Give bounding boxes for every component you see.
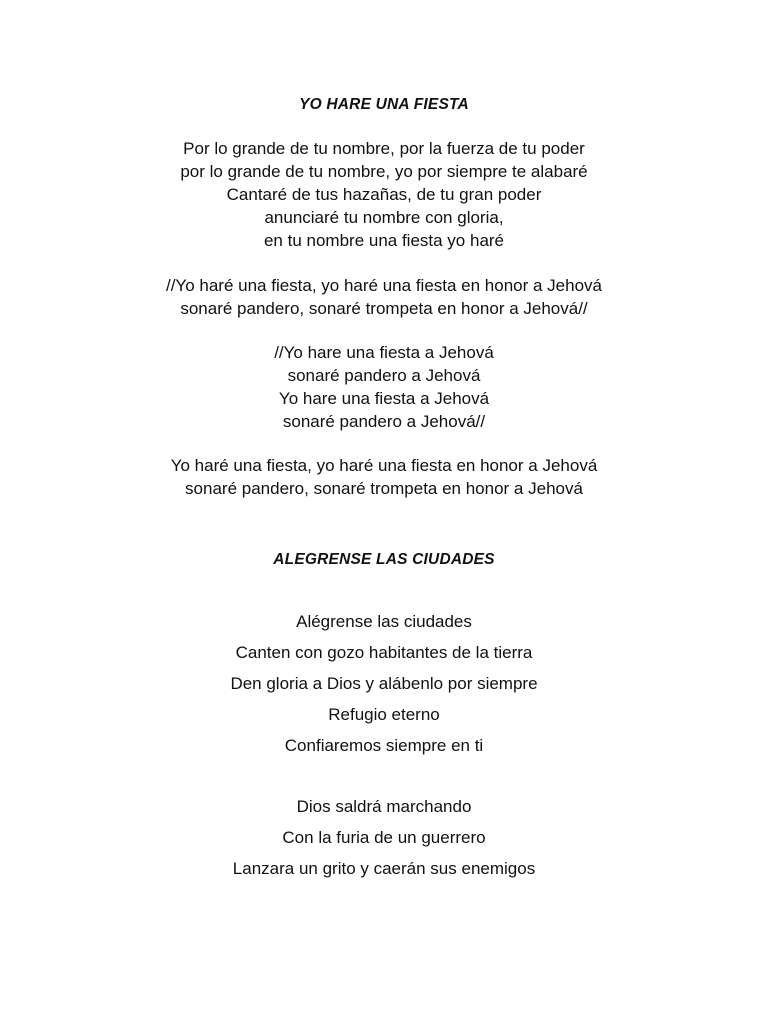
lyric-line: Dios saldrá marchando xyxy=(296,797,472,816)
lyric-line: Confiaremos siempre en ti xyxy=(284,736,484,755)
lyric-line: Por lo grande de tu nombre, por la fuerza de tu poder xyxy=(183,139,585,158)
lyric-line: Yo haré una fiesta, yo haré una fiesta en honor a Jehová xyxy=(170,456,598,475)
lyric-line: Alégrense las ciudades xyxy=(296,612,472,631)
lyric-line: Den gloria a Dios y alábenlo por siempre xyxy=(230,674,538,693)
song-title-yo-hare-una-fiesta: YO HARE UNA FIESTA xyxy=(299,96,469,113)
stanza xyxy=(0,137,768,252)
stanza xyxy=(0,341,768,433)
lyric-line: sonaré pandero, sonaré trompeta en honor a Jehová xyxy=(185,479,583,498)
lyric-line: en tu nombre una fiesta yo haré xyxy=(263,231,505,250)
lyric-line: Lanzara un grito y caerán sus enemigos xyxy=(232,859,536,878)
song-title-alegrense-las-ciudades: ALEGRENSE LAS CIUDADES xyxy=(273,551,495,568)
lyric-line: //Yo hare una fiesta a Jehová xyxy=(274,343,494,362)
lyric-line: Con la furia de un guerrero xyxy=(282,828,486,847)
lyric-line: sonaré pandero a Jehová xyxy=(287,366,481,385)
chorus-stanza xyxy=(0,454,768,500)
lyric-line: //Yo haré una fiesta, yo haré una fiesta en honor a Jehová xyxy=(165,276,602,295)
lyric-line: por lo grande de tu nombre, yo por siempre te alabaré xyxy=(180,162,588,181)
lyric-line: sonaré pandero a Jehová// xyxy=(282,412,486,431)
lyric-line: Yo hare una fiesta a Jehová xyxy=(278,389,490,408)
lyric-line: Refugio eterno xyxy=(328,705,440,724)
stanza xyxy=(0,606,768,761)
chorus-stanza xyxy=(0,274,768,320)
stanza xyxy=(0,791,768,884)
lyric-line: sonaré pandero, sonaré trompeta en honor a Jehová// xyxy=(180,299,588,318)
lyric-line: anunciaré tu nombre con gloria, xyxy=(264,208,504,227)
lyric-line: Canten con gozo habitantes de la tierra xyxy=(235,643,533,662)
lyric-line: Cantaré de tus hazañas, de tu gran poder xyxy=(226,185,542,204)
